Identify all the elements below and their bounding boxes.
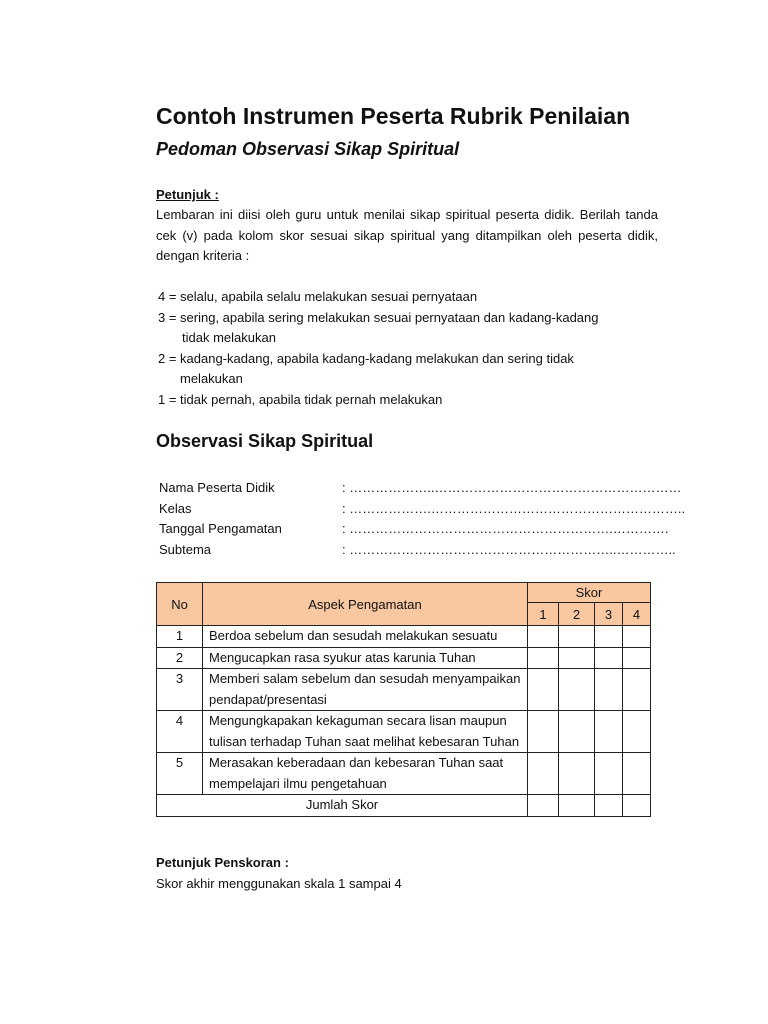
- field-value: : ……………………………………………………..…………..: [342, 541, 676, 557]
- row-no: 5: [157, 753, 203, 795]
- total-cell[interactable]: [528, 795, 559, 817]
- score-cell[interactable]: [559, 669, 595, 711]
- score-col-1: 1: [528, 603, 559, 626]
- total-cell[interactable]: [623, 795, 651, 817]
- field-label: Tanggal Pengamatan: [159, 521, 282, 536]
- score-cell[interactable]: [623, 669, 651, 711]
- score-cell[interactable]: [528, 753, 559, 795]
- student-info-fields: [159, 478, 685, 560]
- criteria-3: 3 = sering, apabila sering melakukan sesuai pernyataan dan kadang-kadang: [158, 309, 599, 325]
- score-cell[interactable]: [623, 626, 651, 648]
- criteria-1: 1 = tidak pernah, apabila tidak pernah melakukan: [158, 391, 443, 407]
- score-cell[interactable]: [623, 647, 651, 669]
- score-cell[interactable]: [623, 753, 651, 795]
- field-value: : ………………..…………………………………………………: [342, 480, 682, 495]
- score-cell[interactable]: [559, 626, 595, 648]
- header-no: No: [157, 583, 203, 626]
- page-subtitle: Pedoman Observasi Sikap Spiritual: [156, 139, 460, 159]
- criteria-4: 4 = selalu, apabila selalu melakukan sesuai pernyataan: [158, 289, 478, 304]
- row-aspect: Berdoa sebelum dan sesudah melakukan sesuatu: [203, 626, 528, 648]
- field-class: [159, 499, 685, 520]
- row-aspect: Mengungkapakan kekaguman secara lisan maupun tulisan terhadap Tuhan saat melihat kebesaran Tuhan: [203, 711, 528, 753]
- field-subtheme: [159, 540, 685, 561]
- score-cell[interactable]: [595, 626, 623, 648]
- criteria-3-cont: tidak melakukan: [182, 330, 276, 345]
- header-aspect: Aspek Pengamatan: [203, 583, 528, 626]
- instructions-label: Petunjuk :: [156, 187, 219, 202]
- score-cell[interactable]: [595, 669, 623, 711]
- instructions-text: Lembaran ini diisi oleh guru untuk menilai sikap spiritual peserta didik. Berilah tanda cek (v) pada kolom skor sesuai sikap spiritual yang ditampilkan oleh peserta didik, dengan kriteria :: [156, 207, 658, 263]
- row-aspect: Merasakan keberadaan dan kebesaran Tuhan saat mempelajari ilmu pengetahuan: [203, 753, 528, 795]
- row-aspect: Memberi salam sebelum dan sesudah menyampaikan pendapat/presentasi: [203, 669, 528, 711]
- score-col-2: 2: [559, 603, 595, 626]
- total-cell[interactable]: [559, 795, 595, 817]
- score-cell[interactable]: [528, 669, 559, 711]
- scoring-text: Skor akhir menggunakan skala 1 sampai 4: [156, 876, 402, 891]
- assessment-table: [156, 582, 651, 817]
- table-row: [157, 753, 651, 795]
- score-cell[interactable]: [528, 626, 559, 648]
- field-student-name: [159, 478, 685, 499]
- field-value: : ……………….…………………………………………………..: [342, 500, 686, 516]
- score-cell[interactable]: [559, 753, 595, 795]
- score-cell[interactable]: [559, 711, 595, 753]
- field-observation-date: [159, 519, 685, 540]
- page-title: Contoh Instrumen Peserta Rubrik Penilaian: [156, 103, 631, 129]
- row-no: 4: [157, 711, 203, 753]
- score-cell[interactable]: [528, 711, 559, 753]
- row-no: 1: [157, 626, 203, 648]
- row-aspect: Mengucapkan rasa syukur atas karunia Tuhan: [203, 647, 528, 669]
- criteria-list: [158, 287, 658, 410]
- field-label: Nama Peserta Didik: [159, 480, 275, 495]
- table-row: [157, 626, 651, 648]
- scoring-label: Petunjuk Penskoran :: [156, 855, 289, 870]
- table-row: [157, 669, 651, 711]
- score-cell[interactable]: [528, 647, 559, 669]
- score-col-4: 4: [623, 603, 651, 626]
- section-title: Observasi Sikap Spiritual: [156, 431, 374, 451]
- field-label: Kelas: [159, 500, 192, 516]
- score-cell[interactable]: [595, 647, 623, 669]
- row-no: 3: [157, 669, 203, 711]
- field-label: Subtema: [159, 541, 212, 557]
- score-col-3: 3: [595, 603, 623, 626]
- criteria-2-cont: melakukan: [180, 371, 243, 386]
- score-cell[interactable]: [559, 647, 595, 669]
- score-cell[interactable]: [595, 753, 623, 795]
- criteria-2: 2 = kadang-kadang, apabila kadang-kadang melakukan dan sering tidak: [158, 350, 574, 366]
- row-no: 2: [157, 647, 203, 669]
- score-cell[interactable]: [623, 711, 651, 753]
- table-row: [157, 711, 651, 753]
- total-row: [157, 795, 651, 817]
- score-cell[interactable]: [595, 711, 623, 753]
- header-score: Skor: [528, 583, 651, 603]
- total-cell[interactable]: [595, 795, 623, 817]
- field-value: : …………………………………………………….………….: [342, 521, 669, 536]
- table-row: [157, 647, 651, 669]
- total-label: Jumlah Skor: [157, 795, 528, 817]
